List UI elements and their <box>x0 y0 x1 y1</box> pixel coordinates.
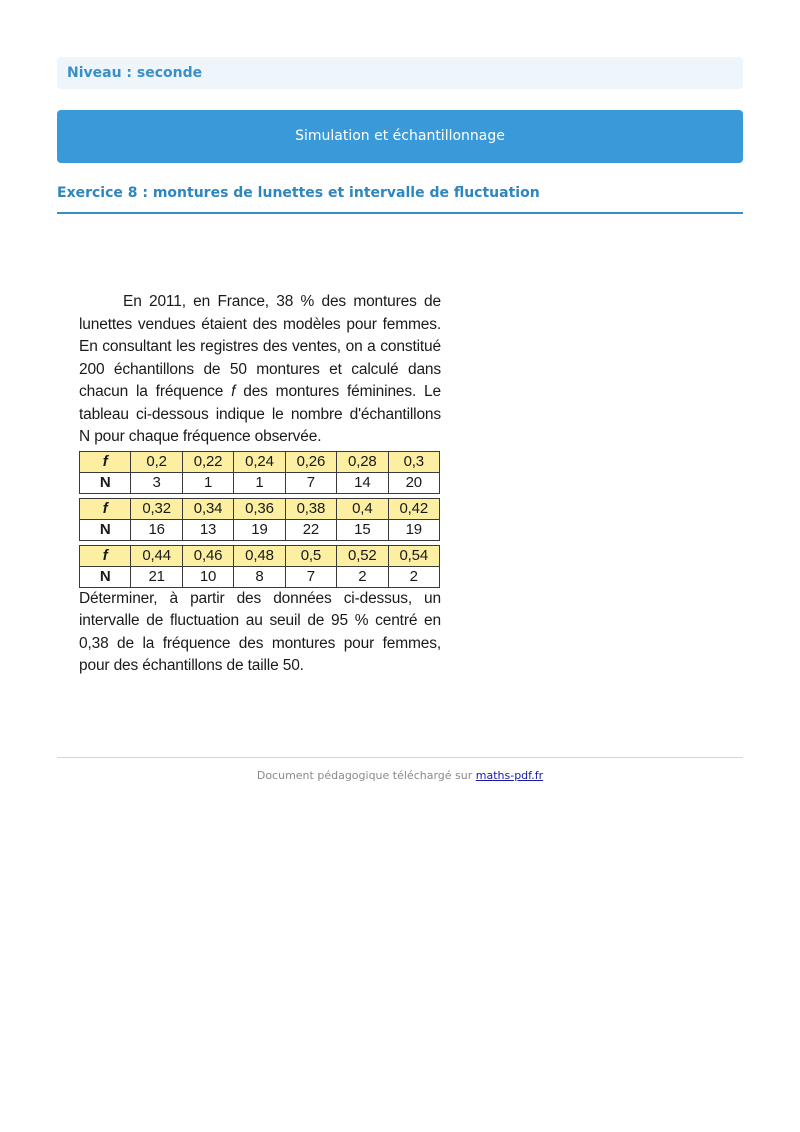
frequency-cell: 0,32 <box>131 498 182 519</box>
footer-site-link[interactable]: maths-pdf.fr <box>475 769 544 782</box>
intro-tail: des montures féminines. Le tableau ci-dessous indique le nombre d'échantillons N pour chaque fréquence observée. <box>79 383 441 445</box>
frequency-cell: 0,46 <box>182 545 233 566</box>
count-cell: 10 <box>182 566 233 587</box>
footer-text: Document pédagogique téléchargé sur <box>256 769 476 782</box>
frequency-cell: 0,3 <box>388 451 439 472</box>
frequency-cell: 0,52 <box>337 545 388 566</box>
count-cell: 2 <box>337 566 388 587</box>
count-cell: 3 <box>131 472 182 493</box>
question-paragraph: Déterminer, à partir des données ci-dessus, un intervalle de fluctuation au seuil de 95 % centré en 0,38 de la fréquence des montures pour femmes, pour des échantillons de taille 50. <box>79 589 441 674</box>
intro-lead: En 2011, en France, 38 % des montures de lunettes vendues étaient des modèles pour femmes. En consultant les registres des ventes, on a constitué 200 échantillons de 50 montures et calculé dans chacun la fréquence <box>79 293 441 400</box>
row-label-n: N <box>80 566 131 587</box>
exercise-statement <box>79 291 441 678</box>
exercise-title: Exercice 8 : montures de lunettes et intervalle de fluctuation <box>57 185 743 214</box>
frequency-table-1 <box>79 451 440 494</box>
frequency-cell: 0,44 <box>131 545 182 566</box>
frequency-cell: 0,24 <box>234 451 285 472</box>
count-cell: 19 <box>388 519 439 540</box>
frequency-cell: 0,4 <box>337 498 388 519</box>
frequency-row <box>80 451 440 472</box>
count-cell: 21 <box>131 566 182 587</box>
row-label-n: N <box>80 519 131 540</box>
row-label-f: f <box>80 545 131 566</box>
count-cell: 20 <box>388 472 439 493</box>
frequency-row <box>80 498 440 519</box>
count-cell: 7 <box>285 566 336 587</box>
frequency-cell: 0,38 <box>285 498 336 519</box>
frequency-table-3 <box>79 545 440 588</box>
count-cell: 7 <box>285 472 336 493</box>
count-cell: 16 <box>131 519 182 540</box>
count-cell: 2 <box>388 566 439 587</box>
row-label-f: f <box>80 451 131 472</box>
count-cell: 1 <box>234 472 285 493</box>
frequency-cell: 0,48 <box>234 545 285 566</box>
frequency-cell: 0,2 <box>131 451 182 472</box>
intro-paragraph <box>79 291 441 449</box>
count-cell: 1 <box>182 472 233 493</box>
count-cell: 14 <box>337 472 388 493</box>
chapter-banner: Simulation et échantillonnage <box>57 110 743 163</box>
frequency-cell: 0,42 <box>388 498 439 519</box>
frequency-cell: 0,28 <box>337 451 388 472</box>
footer-divider <box>57 757 743 758</box>
row-label-n: N <box>80 472 131 493</box>
count-row <box>80 472 440 493</box>
count-cell: 22 <box>285 519 336 540</box>
frequency-cell: 0,26 <box>285 451 336 472</box>
footer <box>57 769 743 782</box>
frequency-cell: 0,54 <box>388 545 439 566</box>
frequency-row <box>80 545 440 566</box>
level-label: Niveau : seconde <box>57 57 743 89</box>
count-cell: 13 <box>182 519 233 540</box>
count-cell: 19 <box>234 519 285 540</box>
count-cell: 8 <box>234 566 285 587</box>
frequency-cell: 0,5 <box>285 545 336 566</box>
count-row <box>80 519 440 540</box>
row-label-f: f <box>80 498 131 519</box>
count-cell: 15 <box>337 519 388 540</box>
count-row <box>80 566 440 587</box>
frequency-cell: 0,22 <box>182 451 233 472</box>
frequency-cell: 0,34 <box>182 498 233 519</box>
frequency-variable: f <box>231 383 236 400</box>
frequency-cell: 0,36 <box>234 498 285 519</box>
frequency-table-2 <box>79 498 440 541</box>
